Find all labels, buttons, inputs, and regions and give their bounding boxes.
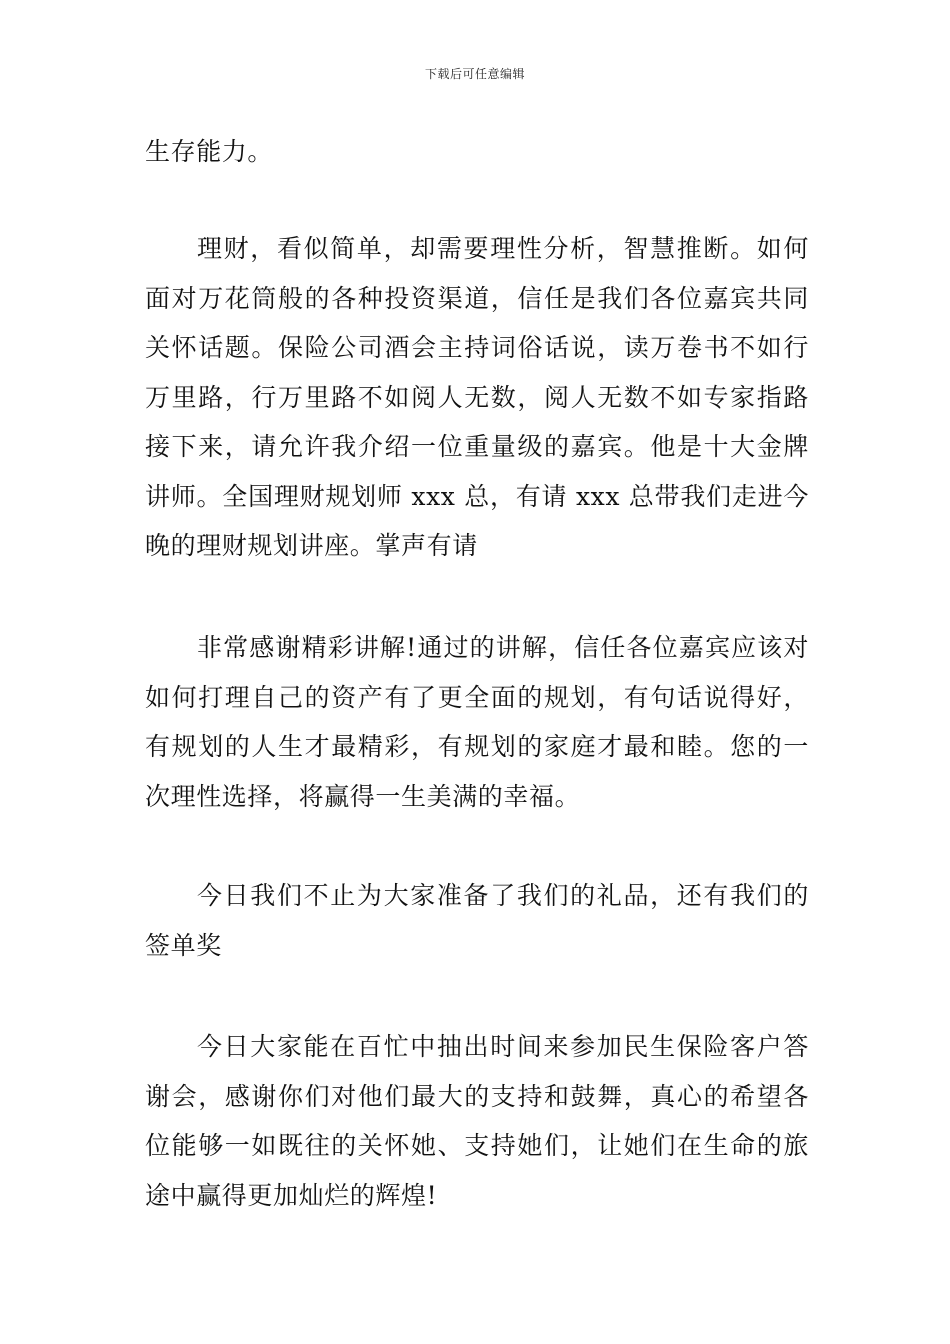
- paragraph-continuation: 生存能力。: [145, 137, 274, 166]
- paragraph-closing-thanks: 今日大家能在百忙中抽出时间来参加民生保险客户答谢会，感谢你们对他们最大的支持和鼓舞，真心的希望各位能够一如既往的关怀她、支持她们，让她们在生命的旅途中赢得更加灿烂的辉煌!: [145, 1032, 809, 1210]
- page-header: 下载后可任意编辑: [424, 67, 525, 81]
- paragraph-gifts: 今日我们不止为大家准备了我们的礼品，还有我们的签单奖: [145, 881, 809, 960]
- paragraph-thanks-lecture: 非常感谢精彩讲解!通过的讲解，信任各位嘉宾应该对如何打理自己的资产有了更全面的规划，有句话说得好，有规划的人生才最精彩，有规划的家庭才最和睦。您的一次理性选择，将赢得一生美满的幸福。: [145, 633, 809, 811]
- paragraph-financial-planning: 理财，看似简单，却需要理性分析，智慧推断。如何面对万花筒般的各种投资渠道，信任是我们各位嘉宾共同关怀话题。保险公司酒会主持词俗话说，读万卷书不如行万里路，行万里路不如阅人无数，阅人无数不如专家指路接下来，请允许我介绍一位重量级的嘉宾。他是十大金牌讲师。全国理财规划师 xxx 总，有请 xxx 总带我们走进今晚的理财规划讲座。掌声有请: [145, 234, 809, 560]
